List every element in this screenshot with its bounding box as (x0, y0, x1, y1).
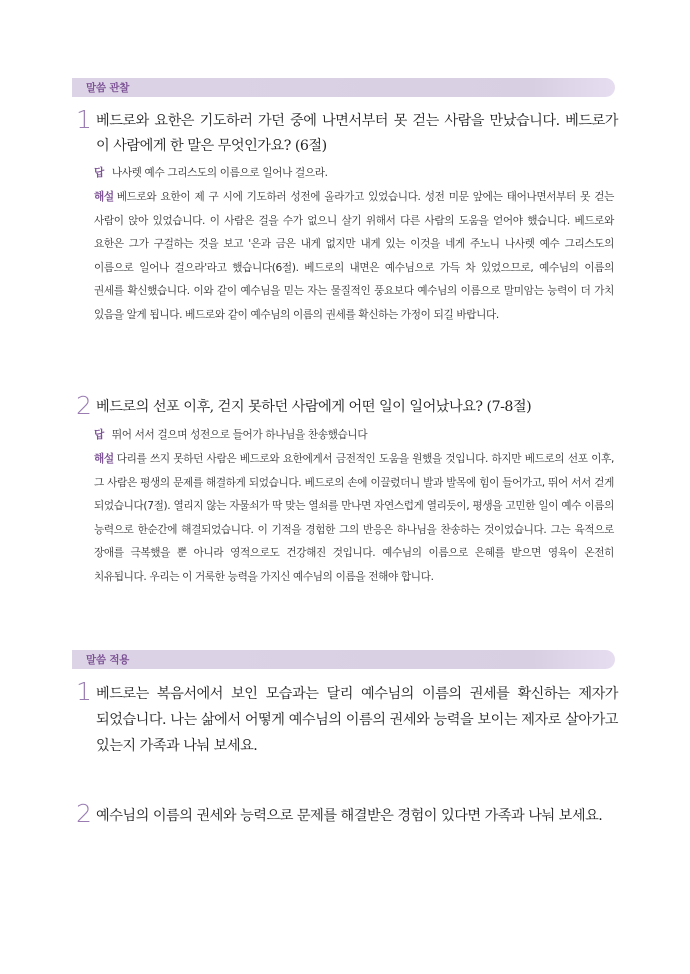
question-number: 2 (76, 799, 92, 828)
question-text: 베드로의 선포 이후, 걷지 못하던 사람에게 어떤 일이 일어났나요? (7-8절) (96, 399, 532, 415)
explanation-text: 베드로와 요한이 제 구 시에 기도하러 성전에 올라가고 있었습니다. 성전 미문 앞에는 태어나면서부터 못 걷는 사람이 앉아 있었습니다. 이 사람은 걸을 수가 없으니 살기 위해서 다른 사람의 도움을 얻어야 했습니다. 베드로와 요한은 그가 구걸하는 것을 보고 '은과 금은 내게 없지만 내게 있는 이것을 네게 주노니 나사렛 예수 그리스도의 이름으로 일어나 걸으라'라고 했습니다(6절). 베드로의 내면은 예수님으로 가득 차 있었으므로, 예수님의 이름의 권세를 확신했습니다. 이와 같이 예수님을 믿는 자는 물질적인 풍요보다 예수님의 이름으로 말미암는 능력이 더 가치 있음을 알게 됩니다. 베드로와 같이 예수님의 이름의 권세를 확신하는 가정이 되길 바랍니다. (94, 191, 614, 321)
question-text: 예수님의 이름의 권세와 능력으로 문제를 해결받은 경험이 있다면 가족과 나눠 보세요. (96, 808, 603, 824)
section-header-observation (72, 78, 615, 97)
question-number: 1 (76, 677, 92, 706)
question-text: 베드로는 복음서에서 보인 모습과는 달리 예수님의 이름의 권세를 확신하는 제자가 되었습니다. 나는 삶에서 어떻게 예수님의 이름의 권세와 능력을 보이는 제자로 살아가고 있는지 가족과 나눠 보세요. (96, 686, 618, 754)
question-number: 1 (76, 105, 92, 134)
section-label: 말씀 관찰 (86, 82, 130, 94)
answer-line (94, 162, 614, 186)
question-number: 2 (76, 391, 92, 420)
explanation-text: 다리를 쓰지 못하던 사람은 베드로와 요한에게서 금전적인 도움을 원했을 것입니다. 하지만 베드로의 선포 이후, 그 사람은 평생의 문제를 해결하게 되었습니다. 베드로의 손에 이끌렸더니 발과 발목에 힘이 들어가고, 뛰어 서서 걷게 되었습니다(7절). 열리지 않는 자물쇠가 딱 맞는 열쇠를 만나면 자연스럽게 열리듯이, 평생을 고민한 일이 예수 이름의 능력으로 한순간에 해결되었습니다. 이 기적을 경험한 그의 반응은 하나님을 찬송하는 것이었습니다. 그는 육적으로 장애를 극복했을 뿐 아니라 영적으로도 건강해진 것입니다. 예수님의 이름으로 은혜를 받으면 영육이 온전히 치유됩니다. 우리는 이 거룩한 능력을 가지신 예수님의 이름을 전해야 합니다. (94, 453, 614, 583)
explanation-paragraph (94, 186, 614, 328)
explanation-label: 해설 (94, 453, 114, 465)
explanation-paragraph (94, 448, 614, 590)
answer-label: 답 (94, 167, 104, 179)
question-text: 베드로와 요한은 기도하러 가던 중에 나면서부터 못 걷는 사람을 만났습니다. 베드로가 이 사람에게 한 말은 무엇인가요? (6절) (96, 113, 618, 154)
explanation-label: 해설 (94, 191, 114, 203)
answer-text: 뛰어 서서 걸으며 성전으로 들어가 하나님을 찬송했습니다 (111, 429, 368, 441)
section-label: 말씀 적용 (86, 654, 130, 666)
answer-text: 나사렛 예수 그리스도의 이름으로 일어나 걸으라. (111, 167, 328, 179)
answer-line (94, 424, 614, 448)
section-header-application (72, 650, 615, 669)
answer-label: 답 (94, 429, 104, 441)
